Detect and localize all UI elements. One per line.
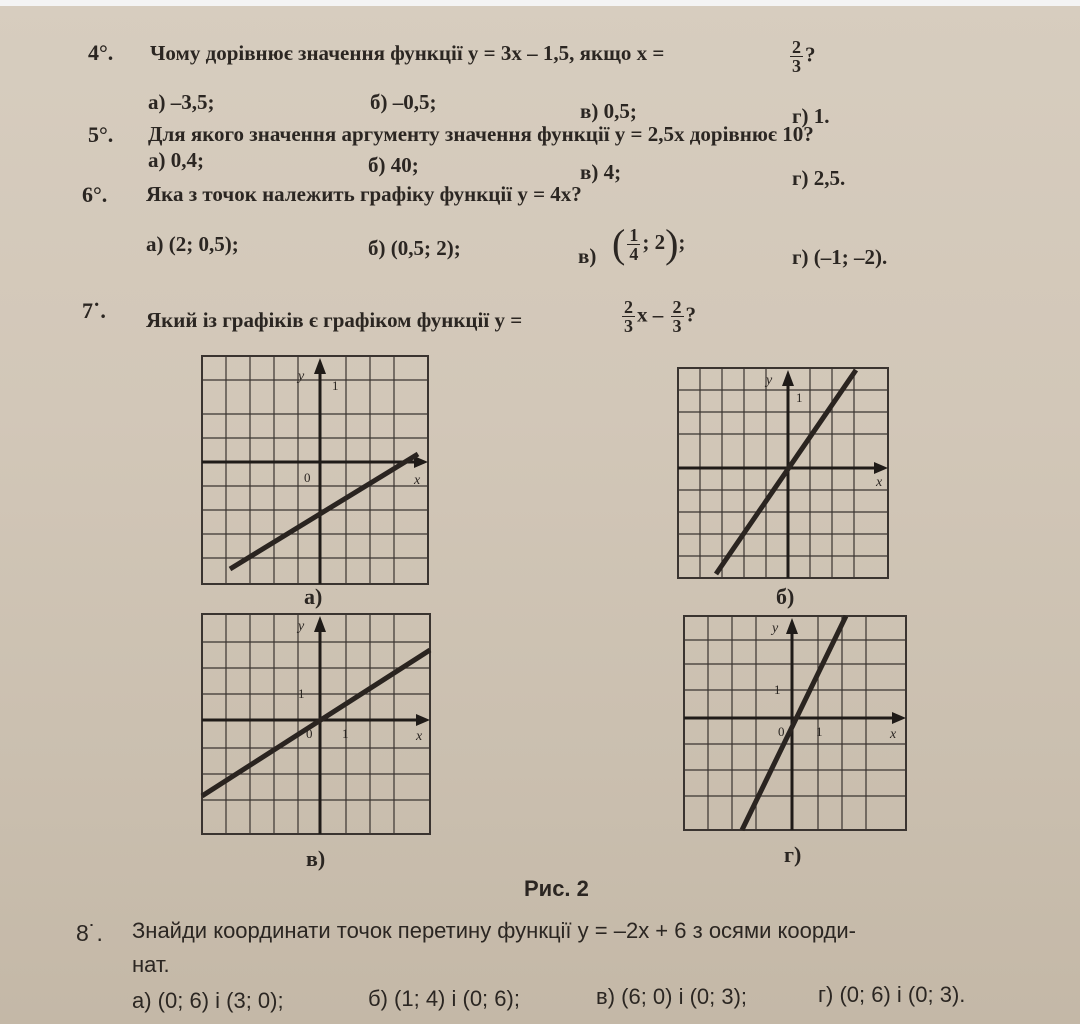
graph-a-y-label: y — [298, 369, 305, 384]
graph-a-label[interactable]: а) — [304, 584, 323, 609]
q6-answer-a[interactable]: а) (2; 0,5); — [146, 232, 239, 256]
q4-answer-b[interactable]: б) –0,5; — [370, 90, 437, 114]
graph-c-origin: 0 — [306, 726, 313, 741]
graph-d-label[interactable]: г) — [784, 842, 802, 867]
q6-answer-c-point[interactable]: ( $\frac{1}{4}$ ; 2); — [612, 221, 686, 266]
q8-answer-c[interactable]: в) (6; 0) і (0; 3); — [596, 984, 748, 1009]
graph-a-x-label: x — [414, 473, 421, 488]
graph-d-line — [742, 616, 846, 830]
q6-answer-d[interactable]: г) (–1; –2). — [792, 245, 888, 269]
graph-c-tick-x: 1 — [342, 726, 349, 741]
question-6-text: Яка з точок належить графіку функції y = 4x? — [146, 182, 582, 206]
question-8-number: 8˙. — [76, 920, 103, 946]
q5-answer-a[interactable]: а) 0,4; — [148, 148, 204, 172]
question-5-text: Для якого значення аргументу значення функції y = 2,5x дорівнює 10? — [148, 122, 814, 146]
graph-a-line — [230, 454, 418, 569]
screen-top-edge — [0, 0, 1080, 6]
q5-answer-c[interactable]: в) 4; — [580, 160, 622, 184]
q8-answer-d[interactable]: г) (0; 6) і (0; 3). — [818, 982, 966, 1007]
graph-d-x-label: x — [890, 727, 897, 742]
q4-answer-d[interactable]: г) 1. — [792, 104, 830, 128]
question-7-number: 7˙. — [82, 298, 106, 323]
q5-answer-b[interactable]: б) 40; — [368, 153, 419, 177]
graph-b-label[interactable]: б) — [776, 584, 795, 609]
graph-a-tick-y: 1 — [332, 378, 339, 393]
graph-c-tick-y: 1 — [298, 686, 305, 701]
graph-d[interactable] — [682, 614, 908, 832]
graph-c-x-label: x — [416, 729, 423, 744]
graph-b[interactable] — [676, 366, 890, 580]
question-7-formula: $\frac{2}{3}$ x – $\frac{2}{3}$ ? — [624, 297, 696, 336]
question-7-text: Який із графіків є графіком функції y = — [146, 308, 523, 332]
graph-a-origin: 0 — [304, 470, 311, 485]
question-4-text: Чому дорівнює значення функції y = 3x – 1,5, якщо x = — [150, 41, 665, 65]
question-5-number: 5°. — [88, 122, 114, 147]
question-4-number: 4°. — [88, 40, 114, 65]
q8-answer-a[interactable]: а) (0; 6) і (3; 0); — [132, 988, 284, 1013]
graph-b-tick-y: 1 — [796, 390, 803, 405]
graph-d-tick-x: 1 — [816, 724, 823, 739]
q5-answer-d[interactable]: г) 2,5. — [792, 166, 846, 190]
graph-b-y-label: y — [766, 373, 773, 388]
graph-c-y-label: y — [298, 619, 305, 634]
graph-d-origin: 0 — [778, 724, 785, 739]
question-4-fraction: $\frac{2}{3}$ ? — [792, 37, 816, 76]
q4-answer-c[interactable]: в) 0,5; — [580, 99, 637, 123]
question-8-text-line1: Знайди координати точок перетину функції y = –2x + 6 з осями коорди- — [132, 918, 857, 943]
q6-answer-b[interactable]: б) (0,5; 2); — [368, 236, 461, 260]
q6-answer-c-label[interactable]: в) — [578, 244, 597, 268]
q8-answer-b[interactable]: б) (1; 4) і (0; 6); — [368, 986, 520, 1011]
graph-b-x-label: x — [876, 475, 883, 490]
graph-d-y-label: y — [772, 621, 779, 636]
graph-a[interactable] — [200, 354, 430, 586]
graph-d-tick-y: 1 — [774, 682, 781, 697]
figure-caption: Рис. 2 — [524, 876, 589, 901]
graph-c[interactable] — [200, 612, 432, 836]
question-6-number: 6°. — [82, 182, 108, 207]
graph-c-label[interactable]: в) — [306, 846, 326, 871]
q4-answer-a[interactable]: а) –3,5; — [148, 90, 215, 114]
question-8-text-line2: нат. — [132, 952, 170, 977]
graph-b-line — [716, 370, 856, 574]
